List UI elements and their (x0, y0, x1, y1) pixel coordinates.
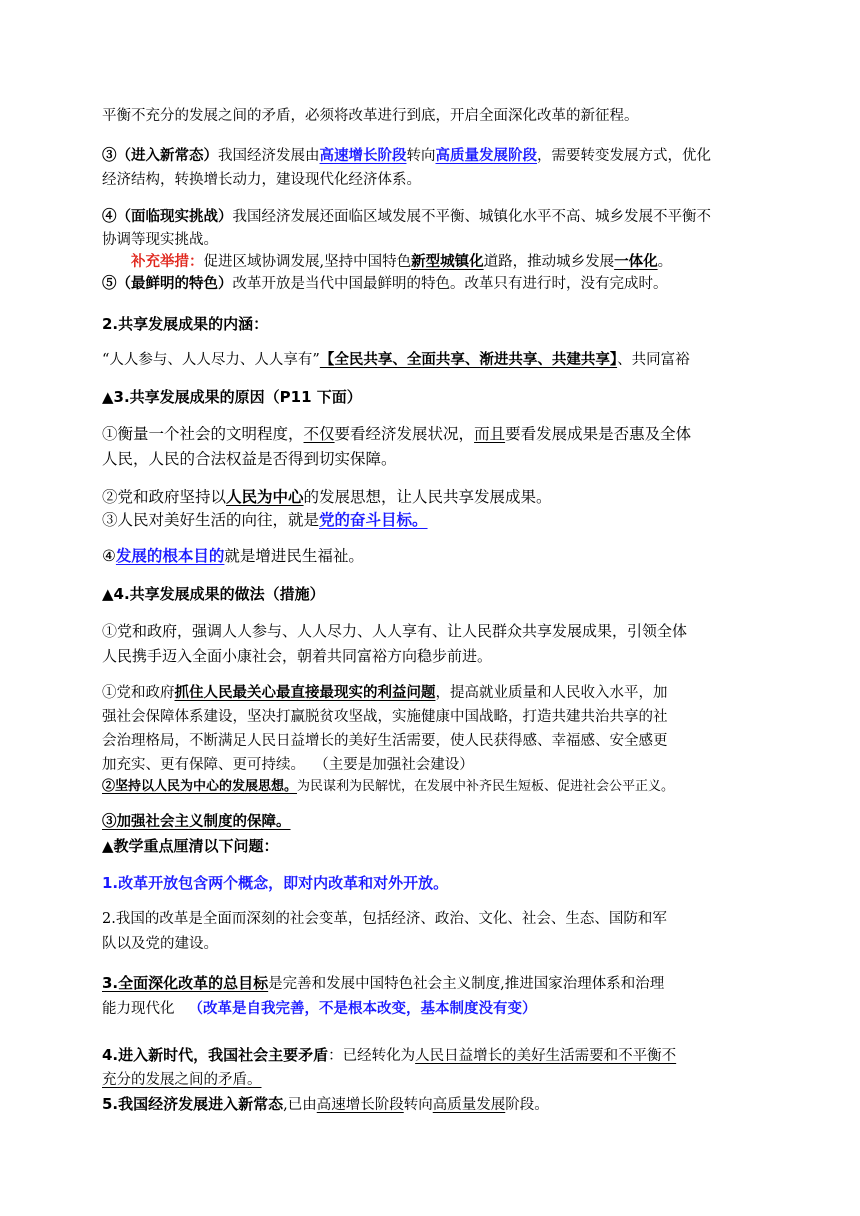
keyword: 党的奋斗目标。 (319, 510, 428, 529)
bold-heading: （面临现实挑战） (116, 208, 233, 225)
keyword: 4.进入新时代，我国社会主要矛盾 (102, 1046, 329, 1064)
text-run: 促进区域协调发展,坚持中国特色 (203, 254, 412, 270)
keyword: ②坚持以人民为中心的发展思想。 (102, 779, 298, 794)
keyword: 高速增长阶段 (319, 147, 407, 164)
keyword: 【全民共享、全面共享、渐进共享、共建共享】 (319, 351, 618, 368)
text-run: 道路，推动城乡发展 (483, 254, 615, 270)
paragraph-challenges (102, 207, 711, 227)
reason-3 (102, 510, 428, 530)
keyword: 抓住人民最关心最直接最现实的利益问题 (174, 684, 436, 701)
circled-number: ④ (102, 208, 117, 225)
text-run: 我国经济发展由 (218, 148, 320, 164)
key-point-3-line2 (102, 999, 537, 1019)
reason-1 (102, 424, 691, 444)
text-run: 是完善和发展中国特色社会主义制度,推进国家治理体系和治理 (268, 976, 665, 992)
supplement-label: 补充举措： (131, 253, 204, 270)
paragraph-feature (102, 274, 668, 294)
text-line: 队以及党的建设。 (102, 936, 218, 952)
keyword: 一体化 (614, 253, 658, 270)
keyword: 新型城镇化 (411, 253, 484, 270)
bold-heading: （最鲜明的特色） (116, 275, 233, 292)
section-heading: 2.共享发展成果的内涵： (102, 315, 269, 333)
keyword: 发展的根本目的 (115, 546, 225, 565)
key-point-1: 1.改革开放包含两个概念，即对内改革和对外开放。 (102, 874, 449, 892)
circled-number: ③ (102, 511, 118, 529)
text-line: 强社会保障体系建设，坚决打赢脱贫攻坚战，实施健康中国战略，打造共建共治共享的社 (102, 709, 668, 725)
share-definition (102, 350, 690, 370)
text-line: ①党和政府，强调人人参与、人人尽力、人人享有、让人民群众共享发展成果，引领全体 (102, 622, 688, 640)
text-run: 衡量一个社会的文明程度， (117, 425, 304, 443)
keyword: 人民为中心 (226, 487, 304, 506)
text-run: 为民谋利为民解忧，在发展中补齐民生短板、促进社会公平正义。 (297, 779, 675, 794)
keyword: 高质量发展阶段 (435, 147, 537, 164)
keyword: 而且 (474, 425, 506, 443)
text-line: 经济结构，转换增长动力，建设现代化经济体系。 (102, 172, 421, 188)
text-run: 阶段。 (505, 1097, 549, 1113)
keyword: 高质量发展 (432, 1097, 506, 1113)
supplement-line (131, 252, 672, 272)
blue-note: （改革是自我完善，不是根本改变，基本制度没有变） (188, 1000, 537, 1017)
section-heading: ▲4.共享发展成果的做法（措施） (102, 585, 325, 603)
text-line: 平衡不充分的发展之间的矛盾，必须将改革进行到底，开启全面深化改革的新征程。 (102, 108, 639, 124)
text-run: 转向 (406, 148, 436, 164)
text-run: 改革开放是当代中国最鲜明的特色。改革只有进行时，没有完成时。 (232, 276, 668, 292)
key-point-4 (102, 1045, 676, 1066)
text-line: 加充实、更有保障、更可持续。 （主要是加强社会建设） (102, 757, 474, 773)
circled-number: ① (102, 425, 118, 443)
text-run: 、共同富裕 (617, 352, 690, 368)
reason-2 (102, 487, 552, 507)
text-run: 要看发展成果是否惠及全体 (505, 425, 692, 443)
keyword: 3.全面深化改革的总目标 (102, 974, 269, 992)
measure-3: ③加强社会主义制度的保障。 (102, 813, 291, 830)
text-run: “人人参与、人人尽力、人人享有” (102, 352, 320, 368)
measure-2 (102, 777, 674, 797)
keyword: 高速增长阶段 (316, 1097, 404, 1113)
text-line: 人民，人民的合法权益是否得到切实保障。 (102, 450, 397, 468)
keyword: 5.我国经济发展进入新常态 (102, 1095, 284, 1113)
text-line: 2.我国的改革是全面而深刻的社会变革，包括经济、政治、文化、社会、生态、国防和军 (102, 911, 667, 927)
text-line: 人民携手迈入全面小康社会，朝着共同富裕方向稳步前进。 (102, 647, 493, 665)
text-run: ，需要转变发展方式，优化 (537, 148, 711, 164)
section-heading: ▲3.共享发展成果的原因（P11 下面） (102, 388, 362, 406)
text-line: 充分的发展之间的矛盾。 (102, 1072, 262, 1088)
text-run: ：已经转化为 (328, 1048, 416, 1064)
text-run: 党和政府坚持以 (117, 488, 227, 506)
section-heading: ▲教学重点厘清以下问题： (102, 837, 279, 855)
circled-number: ③ (102, 147, 117, 164)
measure-paragraph (102, 683, 668, 703)
text-run: ,已由 (283, 1097, 317, 1113)
paragraph-new-normal (102, 146, 711, 166)
text-run: 人民对美好生活的向往，就是 (117, 511, 320, 529)
text-run: ①党和政府 (102, 685, 175, 701)
reason-4 (102, 546, 364, 566)
text-run: 。 (657, 254, 673, 270)
circled-number: ⑤ (102, 275, 117, 292)
text-run: 能力现代化 (102, 1001, 175, 1017)
text-run: 要看经济发展状况， (334, 425, 475, 443)
bold-heading: （进入新常态） (116, 147, 218, 164)
circled-number: ④ (102, 547, 116, 565)
keyword: 人民日益增长的美好生活需要和不平衡不 (415, 1048, 677, 1064)
text-line: 协调等现实挑战。 (102, 232, 218, 248)
text-run: 我国经济发展还面临区域发展不平衡、城镇化水平不高、城乡发展不平衡不 (232, 209, 711, 225)
text-run: ，提高就业质量和人民收入水平，加 (435, 685, 668, 701)
text-run: 就是增进民生福祉。 (224, 547, 364, 565)
circled-number: ② (102, 488, 118, 506)
keyword: 不仅 (303, 425, 335, 443)
key-point-5 (102, 1094, 549, 1115)
text-run: 的发展思想，让人民共享发展成果。 (303, 488, 552, 506)
text-run: 转向 (403, 1097, 433, 1113)
text-line: 会治理格局，不断满足人民日益增长的美好生活需要，使人民获得感、幸福感、安全感更 (102, 733, 668, 749)
key-point-3 (102, 973, 664, 994)
